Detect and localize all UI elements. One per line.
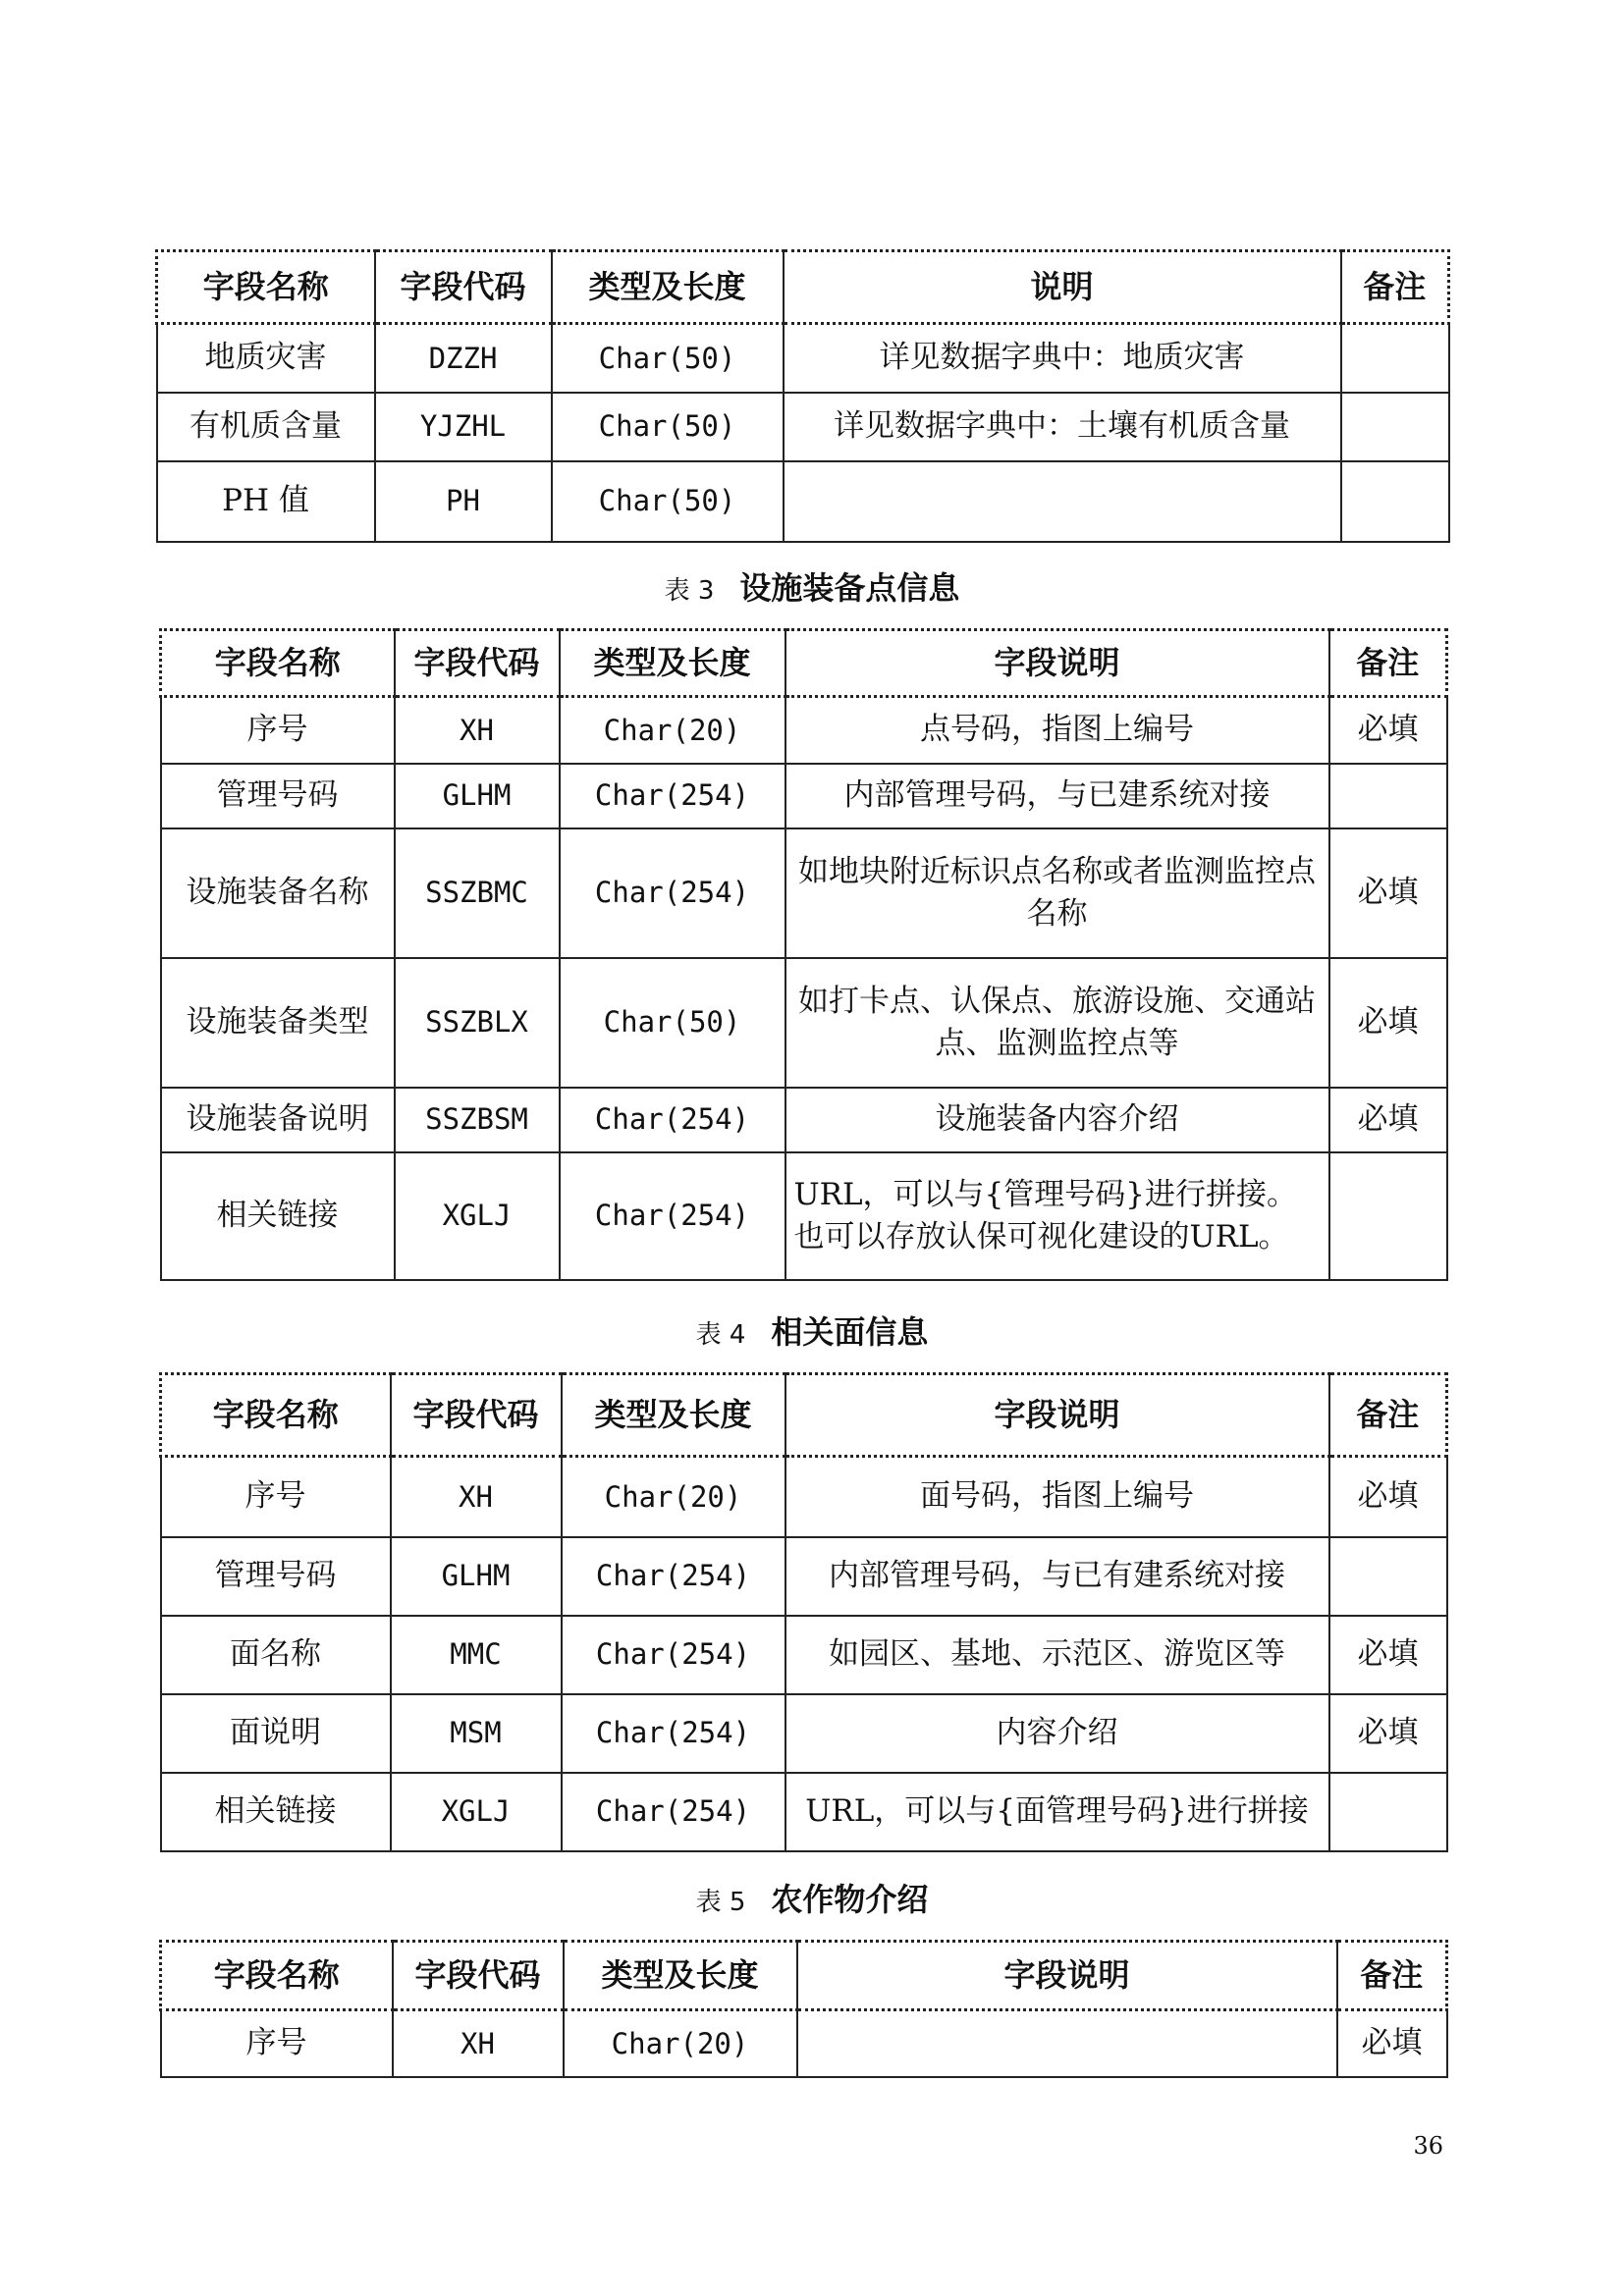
- description-cell: 详见数据字典中：地质灾害: [784, 324, 1341, 393]
- table-row: [161, 1773, 1447, 1851]
- header-cell: 备注: [1337, 1942, 1447, 2010]
- header-cell: 备注: [1329, 1374, 1447, 1457]
- remark-cell: 必填: [1329, 697, 1447, 764]
- header-cell: 类型及长度: [562, 1374, 785, 1457]
- header-cell: 字段说明: [797, 1942, 1337, 2010]
- caption-title: 相关面信息: [771, 1313, 929, 1351]
- remark-cell: 必填: [1329, 1616, 1447, 1694]
- table-4-caption: [0, 1308, 1624, 1353]
- type-length-cell: Char(254): [562, 1773, 785, 1851]
- type-length-cell: Char(50): [552, 393, 784, 461]
- description-cell: 详见数据字典中：土壤有机质含量: [784, 393, 1341, 461]
- type-length-cell: Char(20): [560, 697, 785, 764]
- table-header-row: [161, 1942, 1447, 2010]
- remark-cell: [1329, 1152, 1447, 1280]
- header-cell: 字段名称: [161, 1374, 391, 1457]
- table-header-row: [161, 630, 1447, 697]
- remark-cell: [1329, 1773, 1447, 1851]
- field-name-cell: 设施装备说明: [161, 1088, 395, 1152]
- table-header-row: [157, 251, 1449, 324]
- caption-title: 农作物介绍: [771, 1881, 929, 1918]
- table-row: [157, 324, 1449, 393]
- field-code-cell: SSZBMC: [395, 828, 560, 958]
- header-cell: 字段代码: [391, 1374, 562, 1457]
- description-cell: [784, 461, 1341, 542]
- table-row: [161, 764, 1447, 828]
- description-cell: 设施装备内容介绍: [785, 1088, 1329, 1152]
- table-row: [161, 1088, 1447, 1152]
- field-name-cell: 相关链接: [161, 1773, 391, 1851]
- header-cell: 字段代码: [393, 1942, 564, 2010]
- table-5-caption: [0, 1875, 1624, 1920]
- header-cell: 字段说明: [785, 630, 1329, 697]
- table-row: [161, 1616, 1447, 1694]
- caption-number: 表 3: [664, 576, 715, 606]
- table-row: [157, 393, 1449, 461]
- field-code-cell: GLHM: [391, 1537, 562, 1616]
- field-code-cell: XH: [393, 2010, 564, 2077]
- type-length-cell: Char(254): [560, 828, 785, 958]
- field-code-cell: SSZBSM: [395, 1088, 560, 1152]
- field-code-cell: MSM: [391, 1694, 562, 1773]
- type-length-cell: Char(254): [562, 1537, 785, 1616]
- field-code-cell: SSZBLX: [395, 958, 560, 1088]
- field-name-cell: 设施装备名称: [161, 828, 395, 958]
- description-cell: 如地块附近标识点名称或者监测监控点名称: [785, 828, 1329, 958]
- description-cell: 内容介绍: [785, 1694, 1329, 1773]
- table-row: [161, 1457, 1447, 1537]
- header-cell: 类型及长度: [560, 630, 785, 697]
- description-cell: 如园区、基地、示范区、游览区等: [785, 1616, 1329, 1694]
- header-cell: 字段名称: [157, 251, 375, 324]
- table-row: [161, 958, 1447, 1088]
- type-length-cell: Char(50): [552, 461, 784, 542]
- type-length-cell: Char(20): [564, 2010, 797, 2077]
- description-cell: [797, 2010, 1337, 2077]
- description-cell: 内部管理号码，与已建系统对接: [785, 764, 1329, 828]
- field-name-cell: 面说明: [161, 1694, 391, 1773]
- remark-cell: [1341, 324, 1449, 393]
- table-row: [161, 1537, 1447, 1616]
- table-row: [161, 697, 1447, 764]
- description-cell: 内部管理号码，与已有建系统对接: [785, 1537, 1329, 1616]
- description-cell: URL，可以与{面管理号码}进行拼接: [785, 1773, 1329, 1851]
- header-cell: 备注: [1329, 630, 1447, 697]
- header-cell: 类型及长度: [552, 251, 784, 324]
- remark-cell: 必填: [1329, 1457, 1447, 1537]
- field-name-cell: 序号: [161, 1457, 391, 1537]
- caption-number: 表 5: [695, 1888, 746, 1917]
- table-row: [161, 828, 1447, 958]
- field-name-cell: 管理号码: [161, 1537, 391, 1616]
- caption-number: 表 4: [695, 1320, 746, 1350]
- remark-cell: [1329, 764, 1447, 828]
- field-code-cell: XH: [395, 697, 560, 764]
- field-code-cell: PH: [375, 461, 552, 542]
- field-code-cell: YJZHL: [375, 393, 552, 461]
- field-name-cell: 面名称: [161, 1616, 391, 1694]
- header-cell: 备注: [1341, 251, 1449, 324]
- remark-cell: 必填: [1337, 2010, 1447, 2077]
- field-name-cell: 相关链接: [161, 1152, 395, 1280]
- field-name-cell: 管理号码: [161, 764, 395, 828]
- field-name-cell: PH 值: [157, 461, 375, 542]
- header-cell: 字段说明: [785, 1374, 1329, 1457]
- description-cell: 点号码，指图上编号: [785, 697, 1329, 764]
- description-cell: 面号码，指图上编号: [785, 1457, 1329, 1537]
- type-length-cell: Char(50): [552, 324, 784, 393]
- type-length-cell: Char(50): [560, 958, 785, 1088]
- field-name-cell: 地质灾害: [157, 324, 375, 393]
- field-code-cell: XH: [391, 1457, 562, 1537]
- header-cell: 字段代码: [395, 630, 560, 697]
- field-code-cell: XGLJ: [395, 1152, 560, 1280]
- header-cell: 说明: [784, 251, 1341, 324]
- type-length-cell: Char(254): [562, 1694, 785, 1773]
- table-row: [161, 1152, 1447, 1280]
- table-row: [161, 2010, 1447, 2077]
- table-3: [159, 628, 1448, 1281]
- type-length-cell: Char(254): [560, 1152, 785, 1280]
- remark-cell: 必填: [1329, 828, 1447, 958]
- remark-cell: [1341, 461, 1449, 542]
- type-length-cell: Char(20): [562, 1457, 785, 1537]
- header-cell: 字段名称: [161, 630, 395, 697]
- field-code-cell: MMC: [391, 1616, 562, 1694]
- field-code-cell: GLHM: [395, 764, 560, 828]
- remark-cell: [1341, 393, 1449, 461]
- type-length-cell: Char(254): [560, 764, 785, 828]
- table-2-continued: [155, 249, 1450, 543]
- field-name-cell: 序号: [161, 697, 395, 764]
- remark-cell: 必填: [1329, 958, 1447, 1088]
- page-number: 36: [1413, 2132, 1443, 2160]
- table-4: [159, 1372, 1448, 1852]
- table-3-caption: [0, 563, 1624, 609]
- caption-title: 设施装备点信息: [739, 569, 960, 607]
- remark-cell: [1329, 1537, 1447, 1616]
- header-cell: 字段名称: [161, 1942, 393, 2010]
- field-name-cell: 设施装备类型: [161, 958, 395, 1088]
- description-cell: 如打卡点、认保点、旅游设施、交通站点、监测监控点等: [785, 958, 1329, 1088]
- table-header-row: [161, 1374, 1447, 1457]
- remark-cell: 必填: [1329, 1088, 1447, 1152]
- header-cell: 字段代码: [375, 251, 552, 324]
- table-5: [159, 1940, 1448, 2078]
- field-name-cell: 序号: [161, 2010, 393, 2077]
- table-row: [161, 1694, 1447, 1773]
- type-length-cell: Char(254): [560, 1088, 785, 1152]
- table-row: [157, 461, 1449, 542]
- field-code-cell: XGLJ: [391, 1773, 562, 1851]
- type-length-cell: Char(254): [562, 1616, 785, 1694]
- field-code-cell: DZZH: [375, 324, 552, 393]
- header-cell: 类型及长度: [564, 1942, 797, 2010]
- field-name-cell: 有机质含量: [157, 393, 375, 461]
- remark-cell: 必填: [1329, 1694, 1447, 1773]
- description-cell: URL，可以与{管理号码}进行拼接。也可以存放认保可视化建设的URL。: [785, 1152, 1329, 1280]
